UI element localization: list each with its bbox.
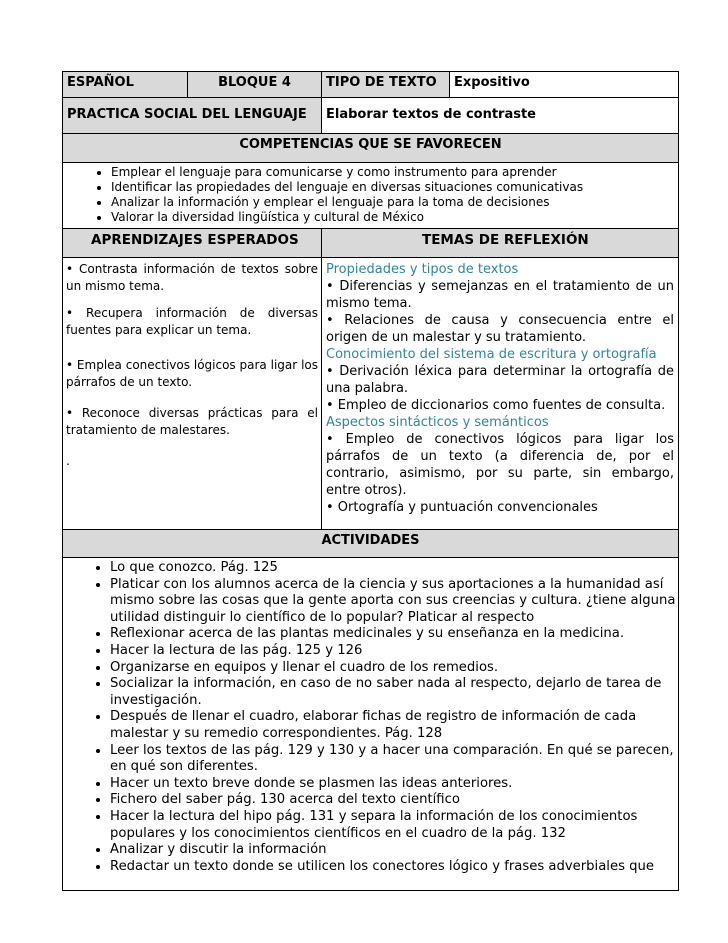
temas-title: TEMAS DE REFLEXIÓN [422, 232, 589, 248]
text-type-label-cell [322, 72, 449, 97]
actividad-item: • Fichero del saber pág. 130 acerca del texto científico [110, 792, 678, 809]
actividad-item: • Reflexionar acerca de las plantas medicinales y su enseñanza en la medicina. [110, 626, 678, 643]
tema-item: • Derivación léxica para determinar la ortografía de una palabra. [326, 364, 674, 396]
actividades-title-row [62, 529, 679, 558]
block-label: BLOQUE 4 [218, 75, 291, 90]
aprendizajes-title: APRENDIZAJES ESPERADOS [91, 232, 299, 248]
header-row-1 [62, 71, 679, 98]
competencia-item: • Emplear el lenguaje para comunicarse y como instrumento para aprender [111, 165, 678, 180]
actividad-item: • Platicar con los alumnos acerca de la ciencia y sus aportaciones a la humanidad así mismo sobre las cosas que la gente aporta con sus creencias y cultura. ¿tiene alguna utilidad distinguir lo científico de lo popular? Platicar al respecto [110, 577, 678, 627]
actividades-list [63, 560, 678, 875]
aprendizaje-item: • Contrasta información de textos sobre un mismo tema. [66, 262, 318, 293]
actividades-title: ACTIVIDADES [321, 533, 420, 548]
subject-cell [63, 72, 187, 97]
column-titles-row [62, 228, 679, 258]
competencias-title-row [62, 133, 679, 163]
temas-cell [322, 258, 678, 519]
social-practice-label-cell [63, 98, 321, 133]
actividad-item: • Organizarse en equipos y llenar el cuadro de los remedios. [110, 660, 678, 677]
competencias-title-cell [63, 134, 678, 162]
aprendizaje-item: • Emplea conectivos lógicos para ligar los párrafos de un texto. [66, 358, 318, 389]
tema-heading: Propiedades y tipos de textos [326, 262, 519, 277]
content-row [62, 257, 679, 530]
actividad-item: • Hacer la lectura de las pág. 125 y 126 [110, 643, 678, 660]
actividad-item: • Hacer un texto breve donde se plasmen las ideas anteriores. [110, 776, 678, 793]
actividad-item: • Redactar un texto donde se utilicen los conectores lógico y frases adverbiales que [110, 859, 678, 876]
aprendizajes-cell [63, 258, 321, 483]
aprendizaje-item: • Recupera información de diversas fuentes para explicar un tema. [66, 306, 318, 337]
text-type-label: TIPO DE TEXTO [326, 75, 437, 90]
actividades-list-row [62, 557, 679, 891]
aprendizaje-item: . [66, 454, 70, 468]
subject-label: ESPAÑOL [67, 75, 134, 90]
social-practice-value-cell [322, 98, 678, 133]
actividades-title-cell [63, 530, 678, 557]
actividad-item: • Leer los textos de las pág. 129 y 130 y a hacer una comparación. En qué se parecen, en qué son diferentes. [110, 743, 678, 776]
temas-title-cell [322, 229, 678, 257]
tema-item: • Ortografía y puntuación convencionales [326, 500, 598, 515]
competencia-item: • Identificar las propiedades del lenguaje en diversas situaciones comunicativas [111, 180, 678, 195]
tema-item: • Empleo de diccionarios como fuentes de consulta. [326, 398, 666, 413]
aprendizaje-item: • Reconoce diversas prácticas para el tratamiento de malestares. [66, 406, 318, 437]
competencia-item: • Valorar la diversidad lingüística y cultural de México [111, 210, 678, 225]
actividad-item: • Después de llenar el cuadro, elaborar fichas de registro de información de cada malestar y su remedio correspondientes. Pág. 128 [110, 709, 678, 742]
block-cell [188, 72, 321, 97]
social-practice-value: Elaborar textos de contraste [326, 107, 536, 122]
actividad-item: • Hacer la lectura del hipo pág. 131 y separa la información de los conocimientos populares y los conocimientos científicos en el cuadro de la pág. 132 [110, 809, 678, 842]
actividad-item: • Socializar la información, en caso de no saber nada al respecto, dejarlo de tarea de investigación. [110, 676, 678, 709]
tema-heading: Aspectos sintácticos y semánticos [326, 415, 549, 430]
competencias-title: COMPETENCIAS QUE SE FAVORECEN [239, 137, 502, 152]
aprendizajes-title-cell [63, 229, 321, 257]
header-row-2 [62, 97, 679, 134]
text-type-value-cell [450, 72, 678, 97]
tema-heading: Conocimiento del sistema de escritura y ortografía [326, 347, 657, 362]
tema-item: • Diferencias y semejanzas en el tratamiento de un mismo tema. [326, 279, 674, 311]
actividad-item: • Lo que conozco. Pág. 125 [110, 560, 678, 577]
competencias-list-row [62, 162, 679, 229]
social-practice-label: PRACTICA SOCIAL DEL LENGUAJE [67, 107, 307, 122]
tema-item: • Empleo de conectivos lógicos para ligar los párrafos de un texto (a diferencia de, por el contrario, asimismo, por su parte, sin embargo, entre otros). [326, 432, 674, 498]
competencias-list [63, 165, 678, 225]
competencia-item: • Analizar la información y emplear el lenguaje para la toma de decisiones [111, 195, 678, 210]
text-type-value: Expositivo [454, 75, 530, 90]
actividad-item: • Analizar y discutir la información [110, 842, 678, 859]
tema-item: • Relaciones de causa y consecuencia entre el origen de un malestar y su tratamiento. [326, 313, 674, 345]
